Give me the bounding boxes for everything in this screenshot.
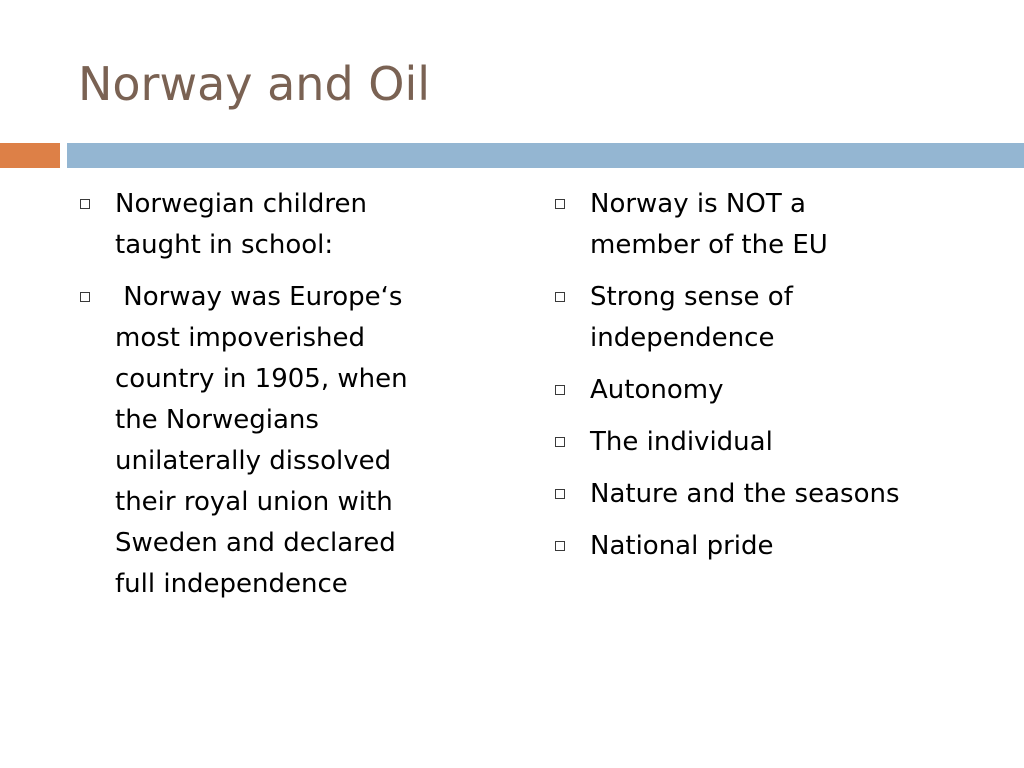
square-bullet-icon (555, 541, 565, 551)
square-bullet-icon (555, 292, 565, 302)
left-bullet-list (80, 184, 480, 616)
bullet-text: Strong sense of independence (590, 282, 793, 353)
bullet-text: Norway was Europe‘s most impoverished country in 1905, when the Norwegians unilaterally dissolved their royal union with Sweden and declared full independence (115, 282, 408, 599)
list-item (555, 422, 975, 463)
square-bullet-icon (555, 437, 565, 447)
square-bullet-icon (555, 385, 565, 395)
square-bullet-icon (80, 292, 90, 302)
list-item (555, 474, 975, 515)
square-bullet-icon (80, 199, 90, 209)
list-item (555, 526, 975, 567)
list-item (555, 184, 975, 266)
slide-title: Norway and Oil (78, 57, 431, 111)
bullet-text: National pride (590, 531, 774, 561)
bullet-text: The individual (590, 427, 773, 457)
right-bullet-list (555, 184, 975, 578)
square-bullet-icon (555, 199, 565, 209)
square-bullet-icon (555, 489, 565, 499)
list-item (80, 184, 480, 266)
list-item (555, 277, 975, 359)
list-item (80, 277, 480, 605)
accent-bar-orange (0, 143, 60, 168)
bullet-text: Norway is NOT a member of the EU (590, 189, 828, 260)
list-item (555, 370, 975, 411)
bullet-text: Autonomy (590, 375, 724, 405)
bullet-text: Norwegian children taught in school: (115, 189, 368, 260)
bullet-text: Nature and the seasons (590, 479, 900, 509)
accent-bar-blue (67, 143, 1024, 168)
